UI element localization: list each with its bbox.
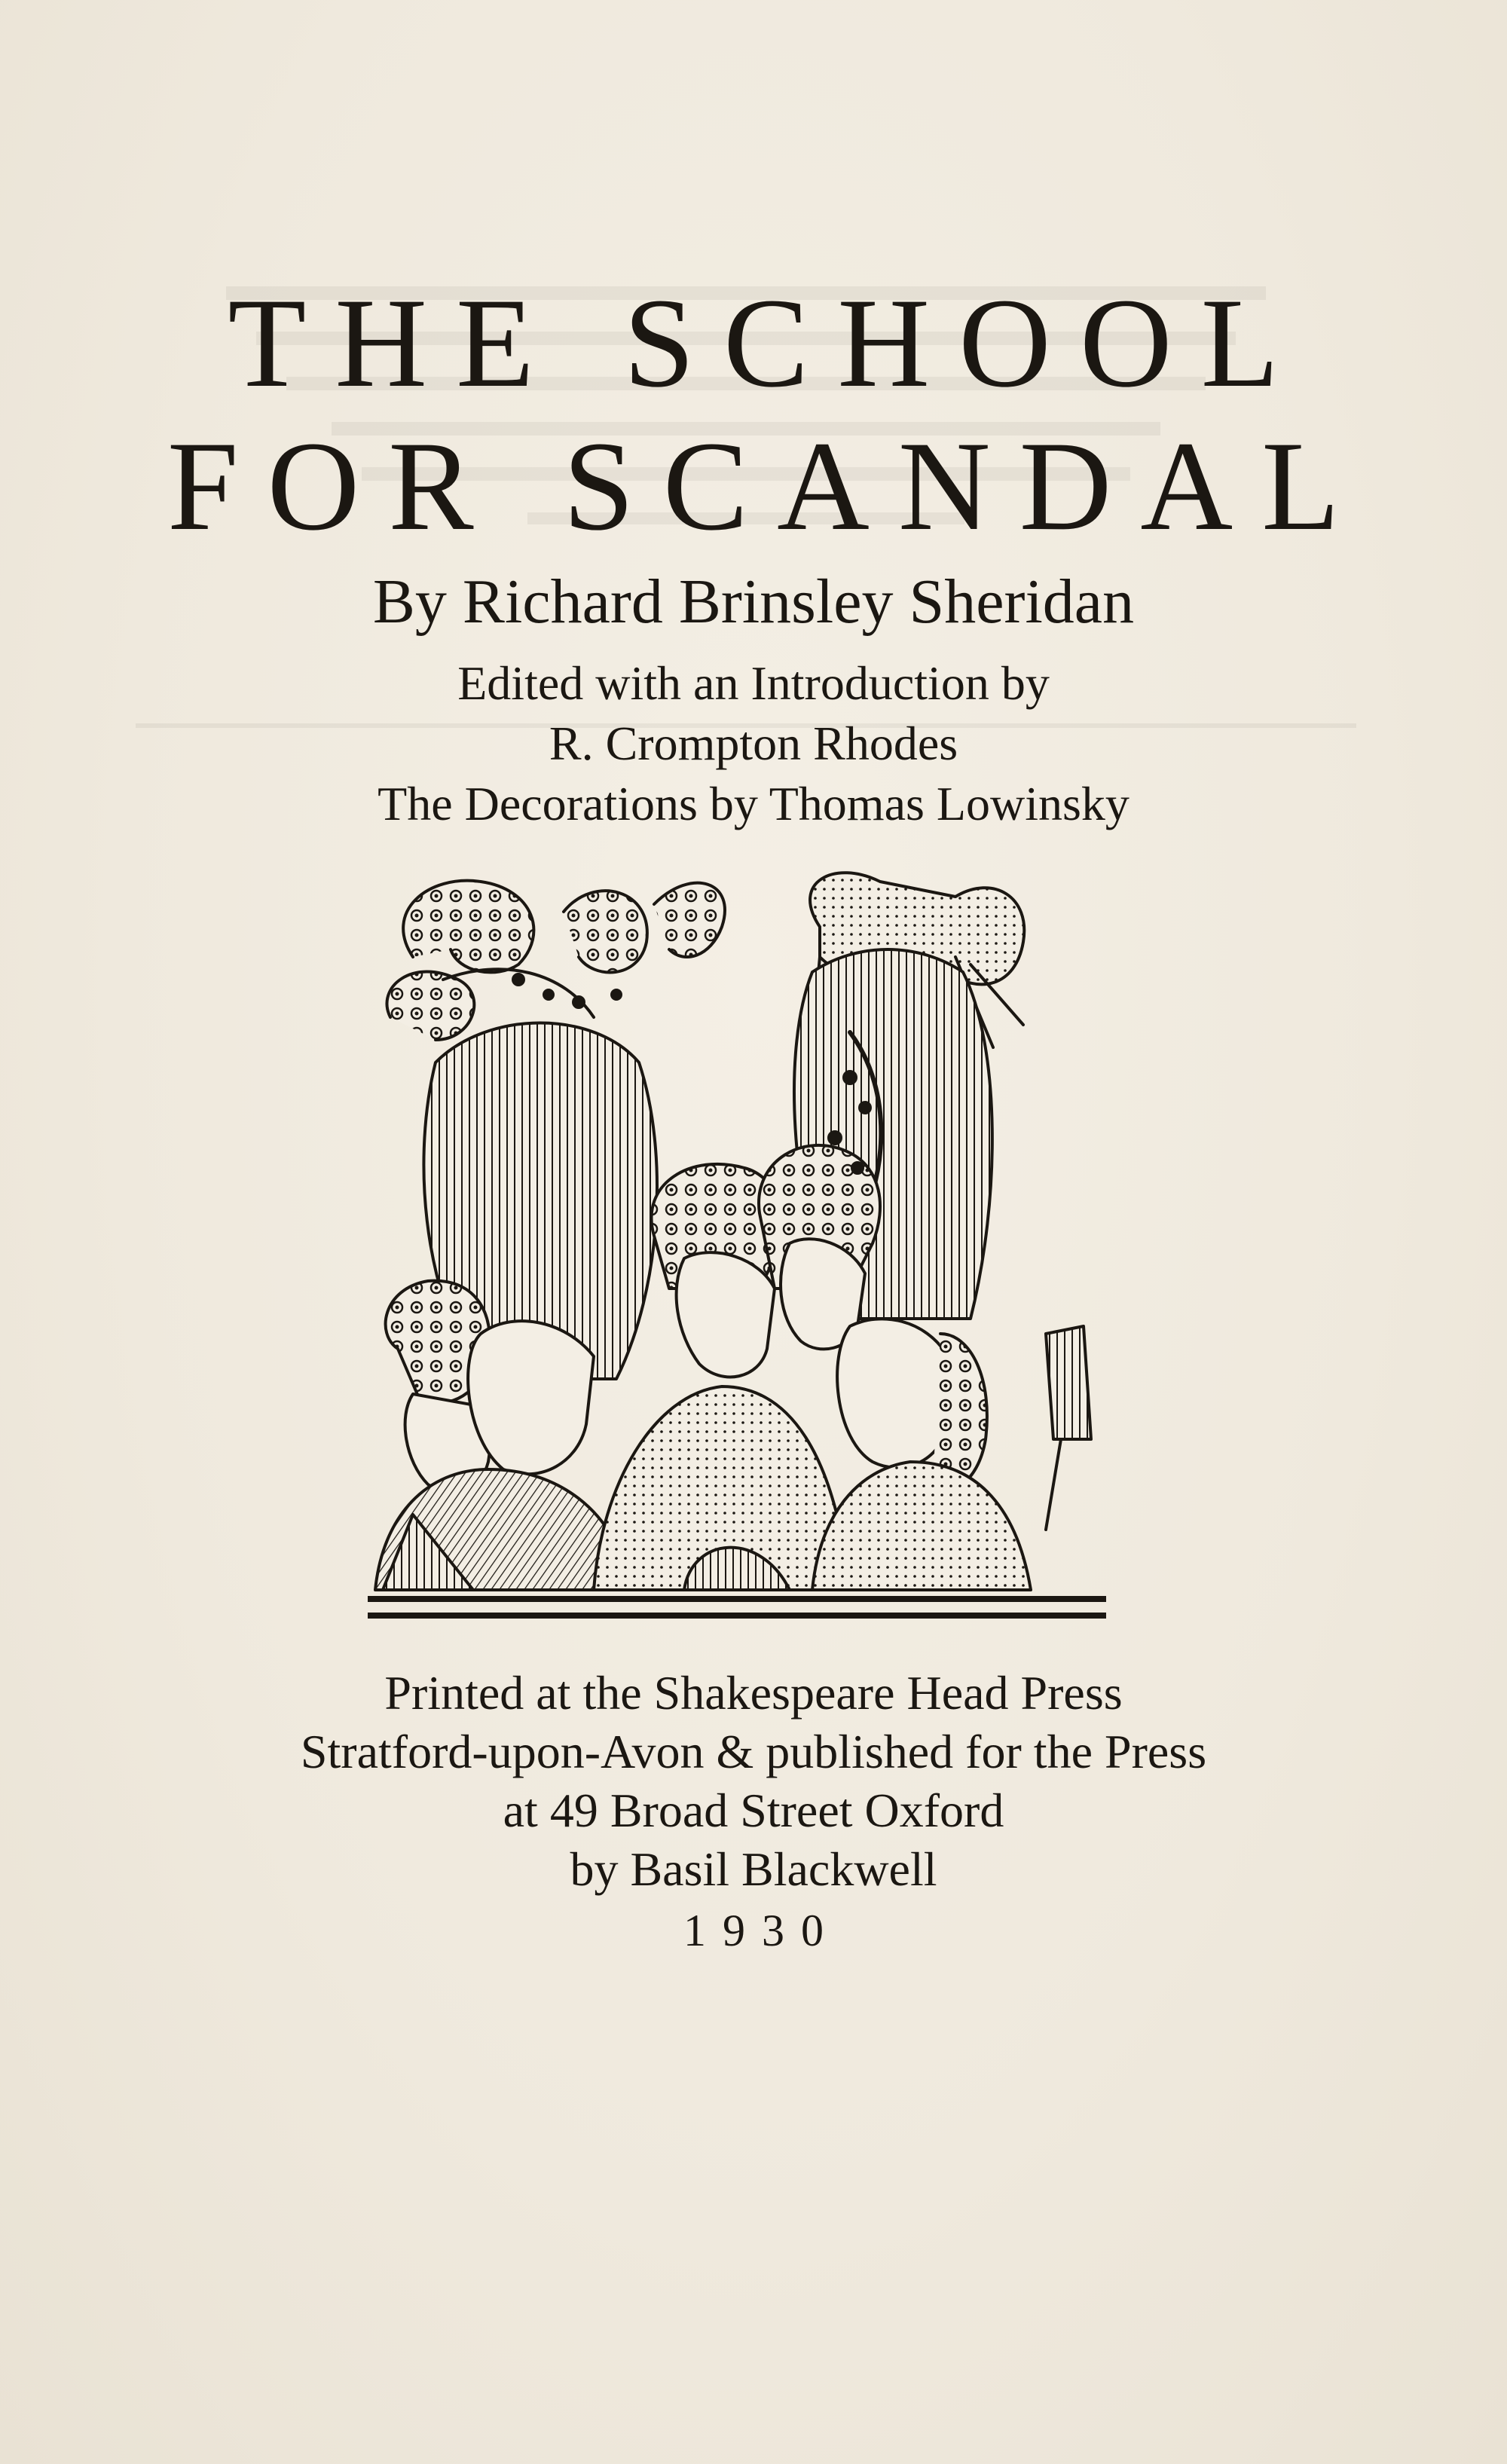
editor-line-1: Edited with an Introduction by [457,656,1050,710]
title-line-1: THE SCHOOL [228,272,1308,414]
imprint-line-2: Stratford-upon-Avon & published for the Press [300,1725,1207,1778]
editor-line-2: R. Crompton Rhodes [549,717,958,770]
wig-figures-illustration [368,867,1106,1628]
title-line-2: FOR SCANDAL [167,415,1369,557]
author-line: By Richard Brinsley Sheridan [372,567,1135,637]
publication-year: 1930 [683,1906,840,1955]
imprint-line-3: at 49 Broad Street Oxford [503,1784,1004,1837]
decorations-credit: The Decorations by Thomas Lowinsky [378,777,1129,830]
imprint-line-1: Printed at the Shakespeare Head Press [384,1666,1123,1720]
imprint-line-4: by Basil Blackwell [570,1842,937,1896]
